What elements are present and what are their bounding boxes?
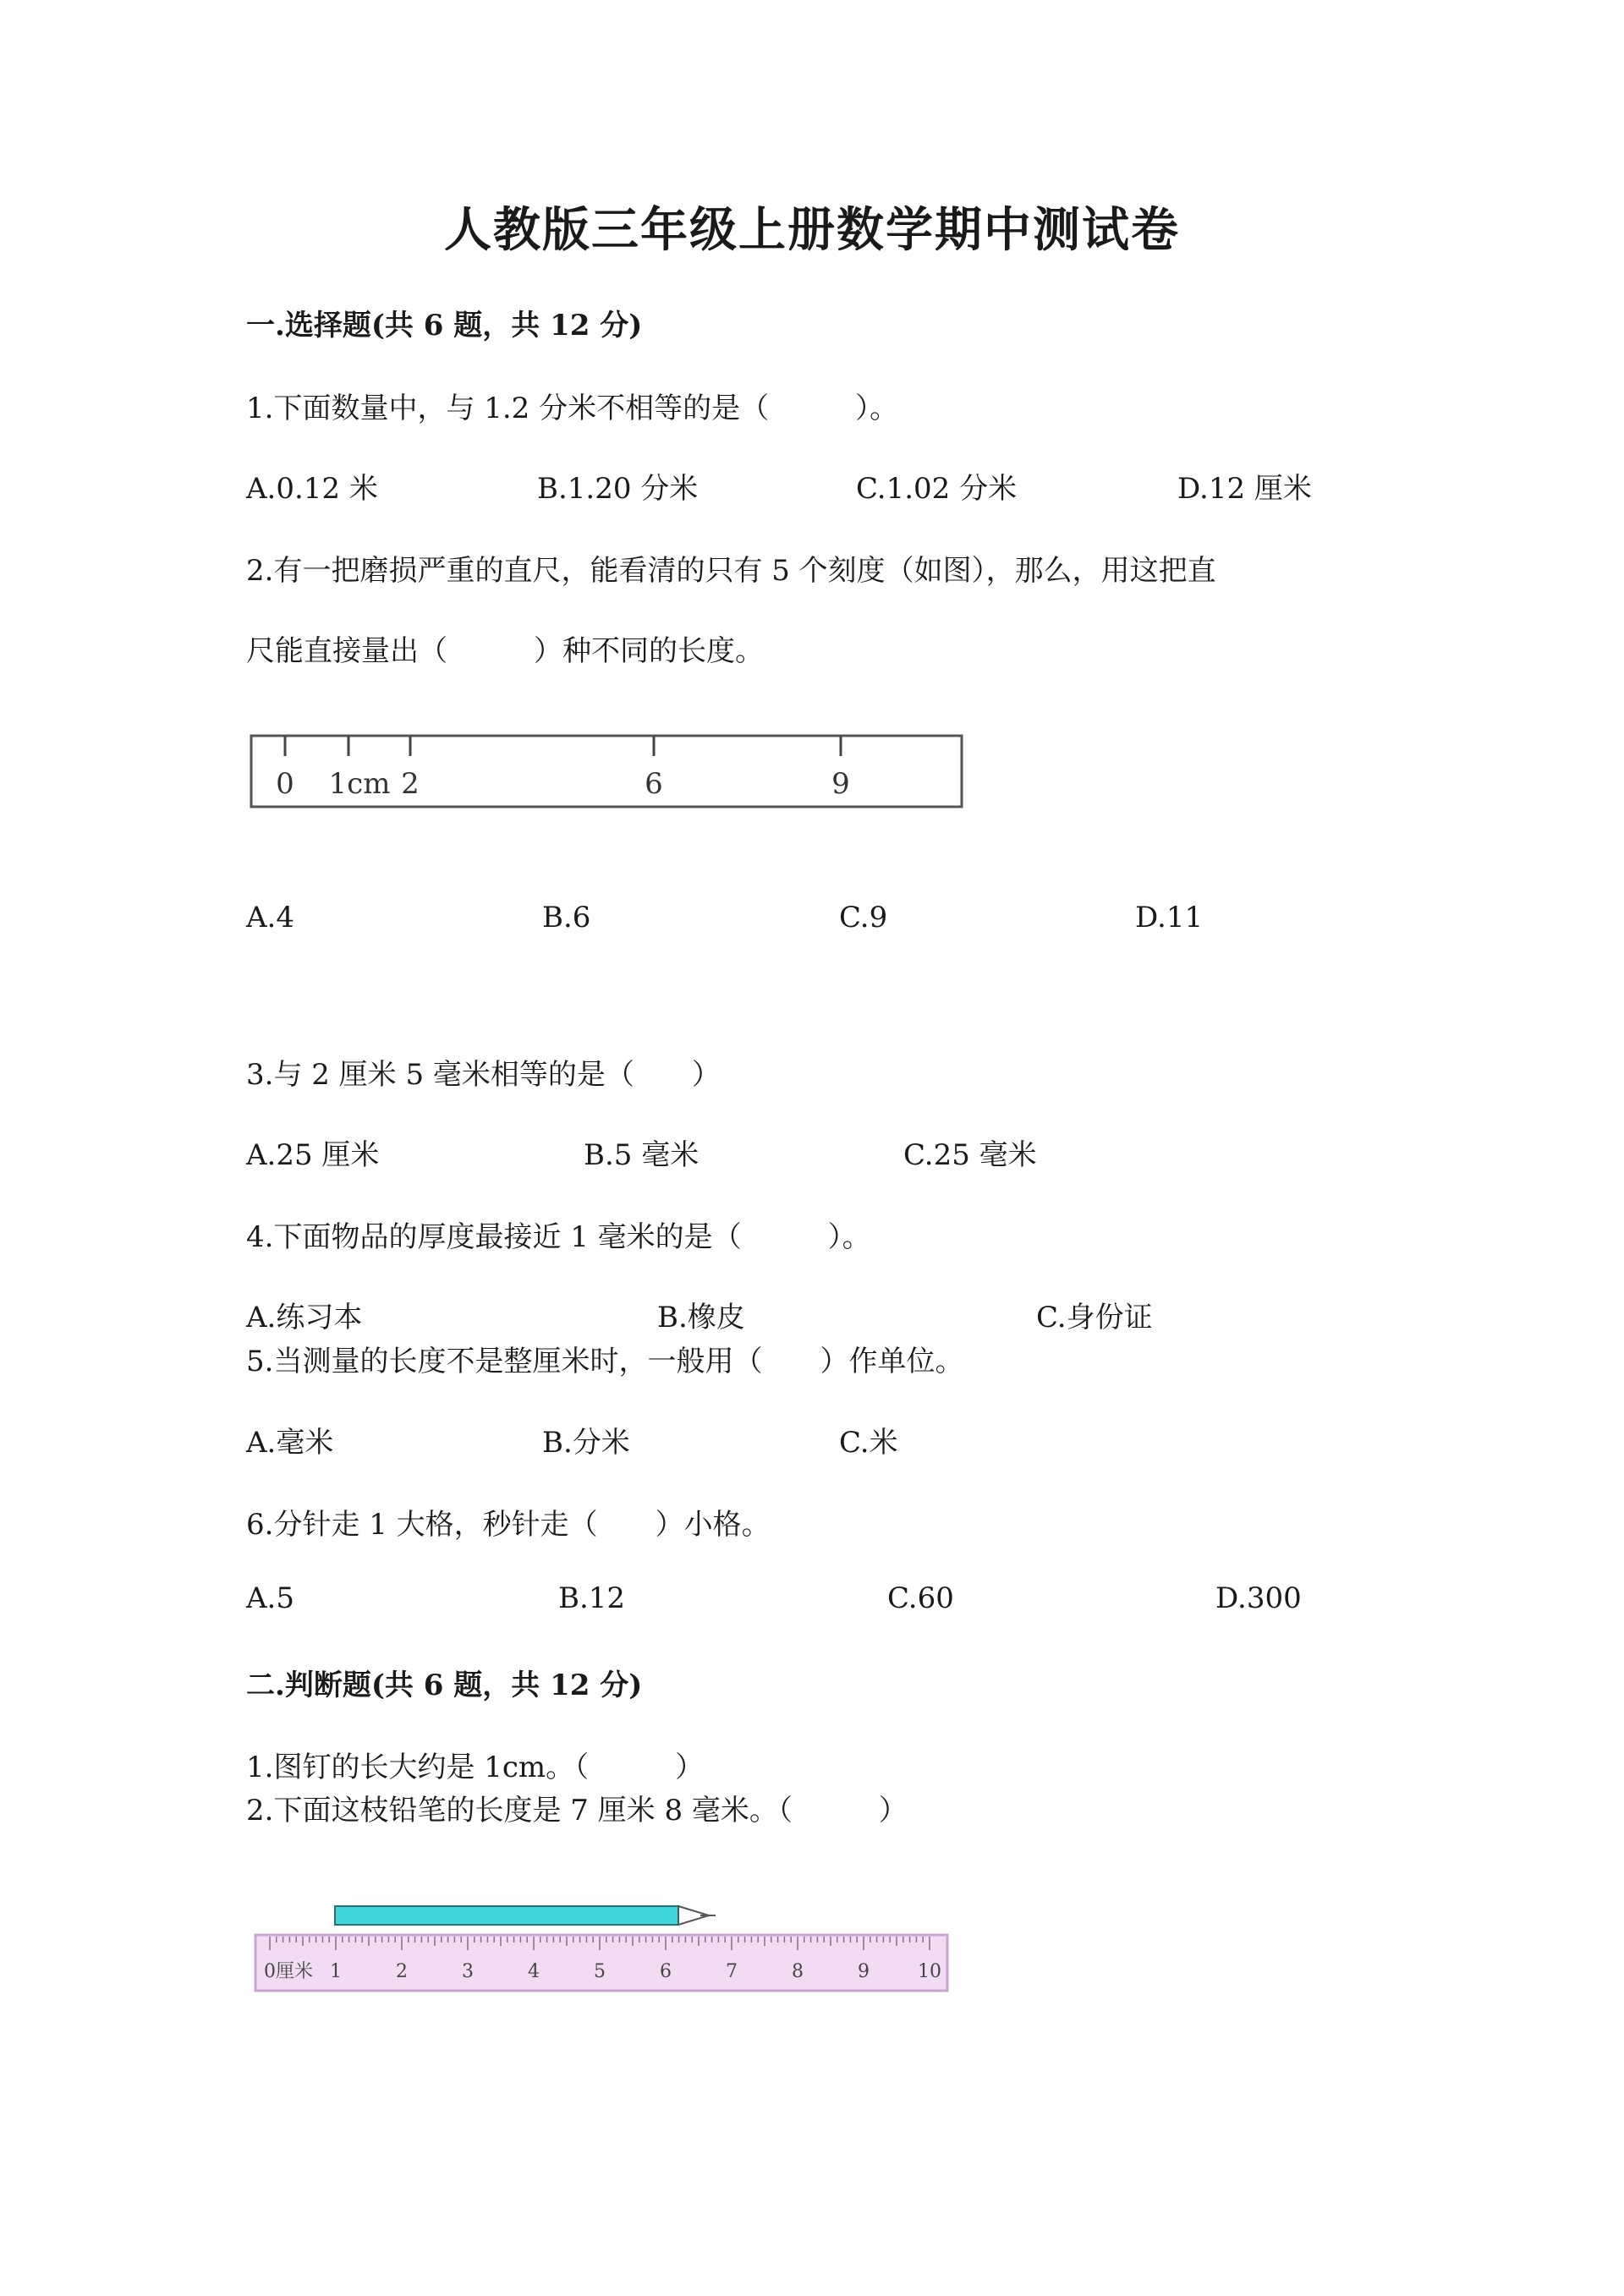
question-1-text: 1.下面数量中，与 1.2 分米不相等的是（ ）。	[246, 392, 899, 425]
q2-option-c[interactable]: C.9	[839, 901, 888, 934]
judge-question-2-text: 2.下面这枝铅笔的长度是 7 厘米 8 毫米。（ ）	[246, 1794, 908, 1827]
q2-option-b[interactable]: B.6	[542, 901, 591, 934]
q2-option-a[interactable]: A.4	[246, 901, 294, 934]
q3-option-a[interactable]: A.25 厘米	[246, 1138, 380, 1172]
ruler-number-3: 3	[462, 1961, 474, 1982]
q5-option-c[interactable]: C.米	[839, 1426, 898, 1460]
q2-option-d[interactable]: D.11	[1135, 901, 1204, 934]
judge-question-1-text: 1.图钉的长大约是 1cm。（ ）	[246, 1751, 705, 1784]
question-4-text: 4.下面物品的厚度最接近 1 毫米的是（ ）。	[246, 1220, 871, 1254]
q6-option-d[interactable]: D.300	[1215, 1581, 1302, 1615]
q3-option-b[interactable]: B.5 毫米	[584, 1138, 700, 1172]
ruler-label-6: 6	[645, 767, 663, 801]
q1-option-c[interactable]: C.1.02 分米	[856, 472, 1018, 506]
ruler-number-5: 5	[594, 1961, 606, 1982]
q4-option-c[interactable]: C.身份证	[1036, 1301, 1153, 1334]
question-2-text-line1: 2.有一把磨损严重的直尺，能看清的只有 5 个刻度（如图），那么，用这把直	[246, 554, 1216, 588]
question-6-text: 6.分针走 1 大格，秒针走（ ）小格。	[246, 1508, 771, 1542]
ruler-number-4: 4	[528, 1961, 540, 1982]
q1-option-a[interactable]: A.0.12 米	[246, 472, 378, 506]
q5-option-a[interactable]: A.毫米	[246, 1426, 334, 1460]
q3-option-c[interactable]: C.25 毫米	[903, 1138, 1037, 1172]
question-3-text: 3.与 2 厘米 5 毫米相等的是（ ）	[246, 1058, 721, 1092]
question-2-text-line2: 尺能直接量出（ ）种不同的长度。	[246, 634, 764, 668]
ruler-number-8: 8	[792, 1961, 804, 1982]
pencil-ruler-figure	[252, 1894, 951, 1996]
question-5-text: 5.当测量的长度不是整厘米时，一般用（ ）作单位。	[246, 1345, 964, 1378]
ruler-number-1: 1	[330, 1961, 342, 1982]
q5-option-b[interactable]: B.分米	[542, 1426, 630, 1460]
ruler-number-6: 6	[660, 1961, 672, 1982]
ruler-number-7: 7	[726, 1961, 738, 1982]
page-title: 人教版三年级上册数学期中测试卷	[444, 202, 1180, 258]
worn-ruler-figure	[250, 734, 965, 810]
q4-option-b[interactable]: B.橡皮	[657, 1301, 745, 1334]
q1-option-b[interactable]: B.1.20 分米	[537, 472, 699, 506]
q6-option-c[interactable]: C.60	[887, 1581, 954, 1615]
q6-option-b[interactable]: B.12	[558, 1581, 626, 1615]
ruler-label-9: 9	[831, 767, 850, 801]
ruler-number-9: 9	[858, 1961, 870, 1982]
q4-option-a[interactable]: A.练习本	[246, 1301, 363, 1334]
section-heading-choice: 一.选择题(共 6 题，共 12 分)	[246, 309, 643, 342]
pencil-body	[335, 1906, 678, 1925]
q1-option-d[interactable]: D.12 厘米	[1177, 472, 1312, 506]
ruler-number-10: 10	[918, 1961, 941, 1982]
ruler-label-1cm: 1cm	[328, 767, 391, 801]
ruler-number-2: 2	[396, 1961, 408, 1982]
ruler-unit-label: 0厘米	[264, 1961, 313, 1982]
ruler-label-2: 2	[401, 767, 420, 801]
ruler-label-0: 0	[276, 767, 294, 801]
q6-option-a[interactable]: A.5	[246, 1581, 294, 1615]
section-heading-judge: 二.判断题(共 6 题，共 12 分)	[246, 1669, 643, 1702]
